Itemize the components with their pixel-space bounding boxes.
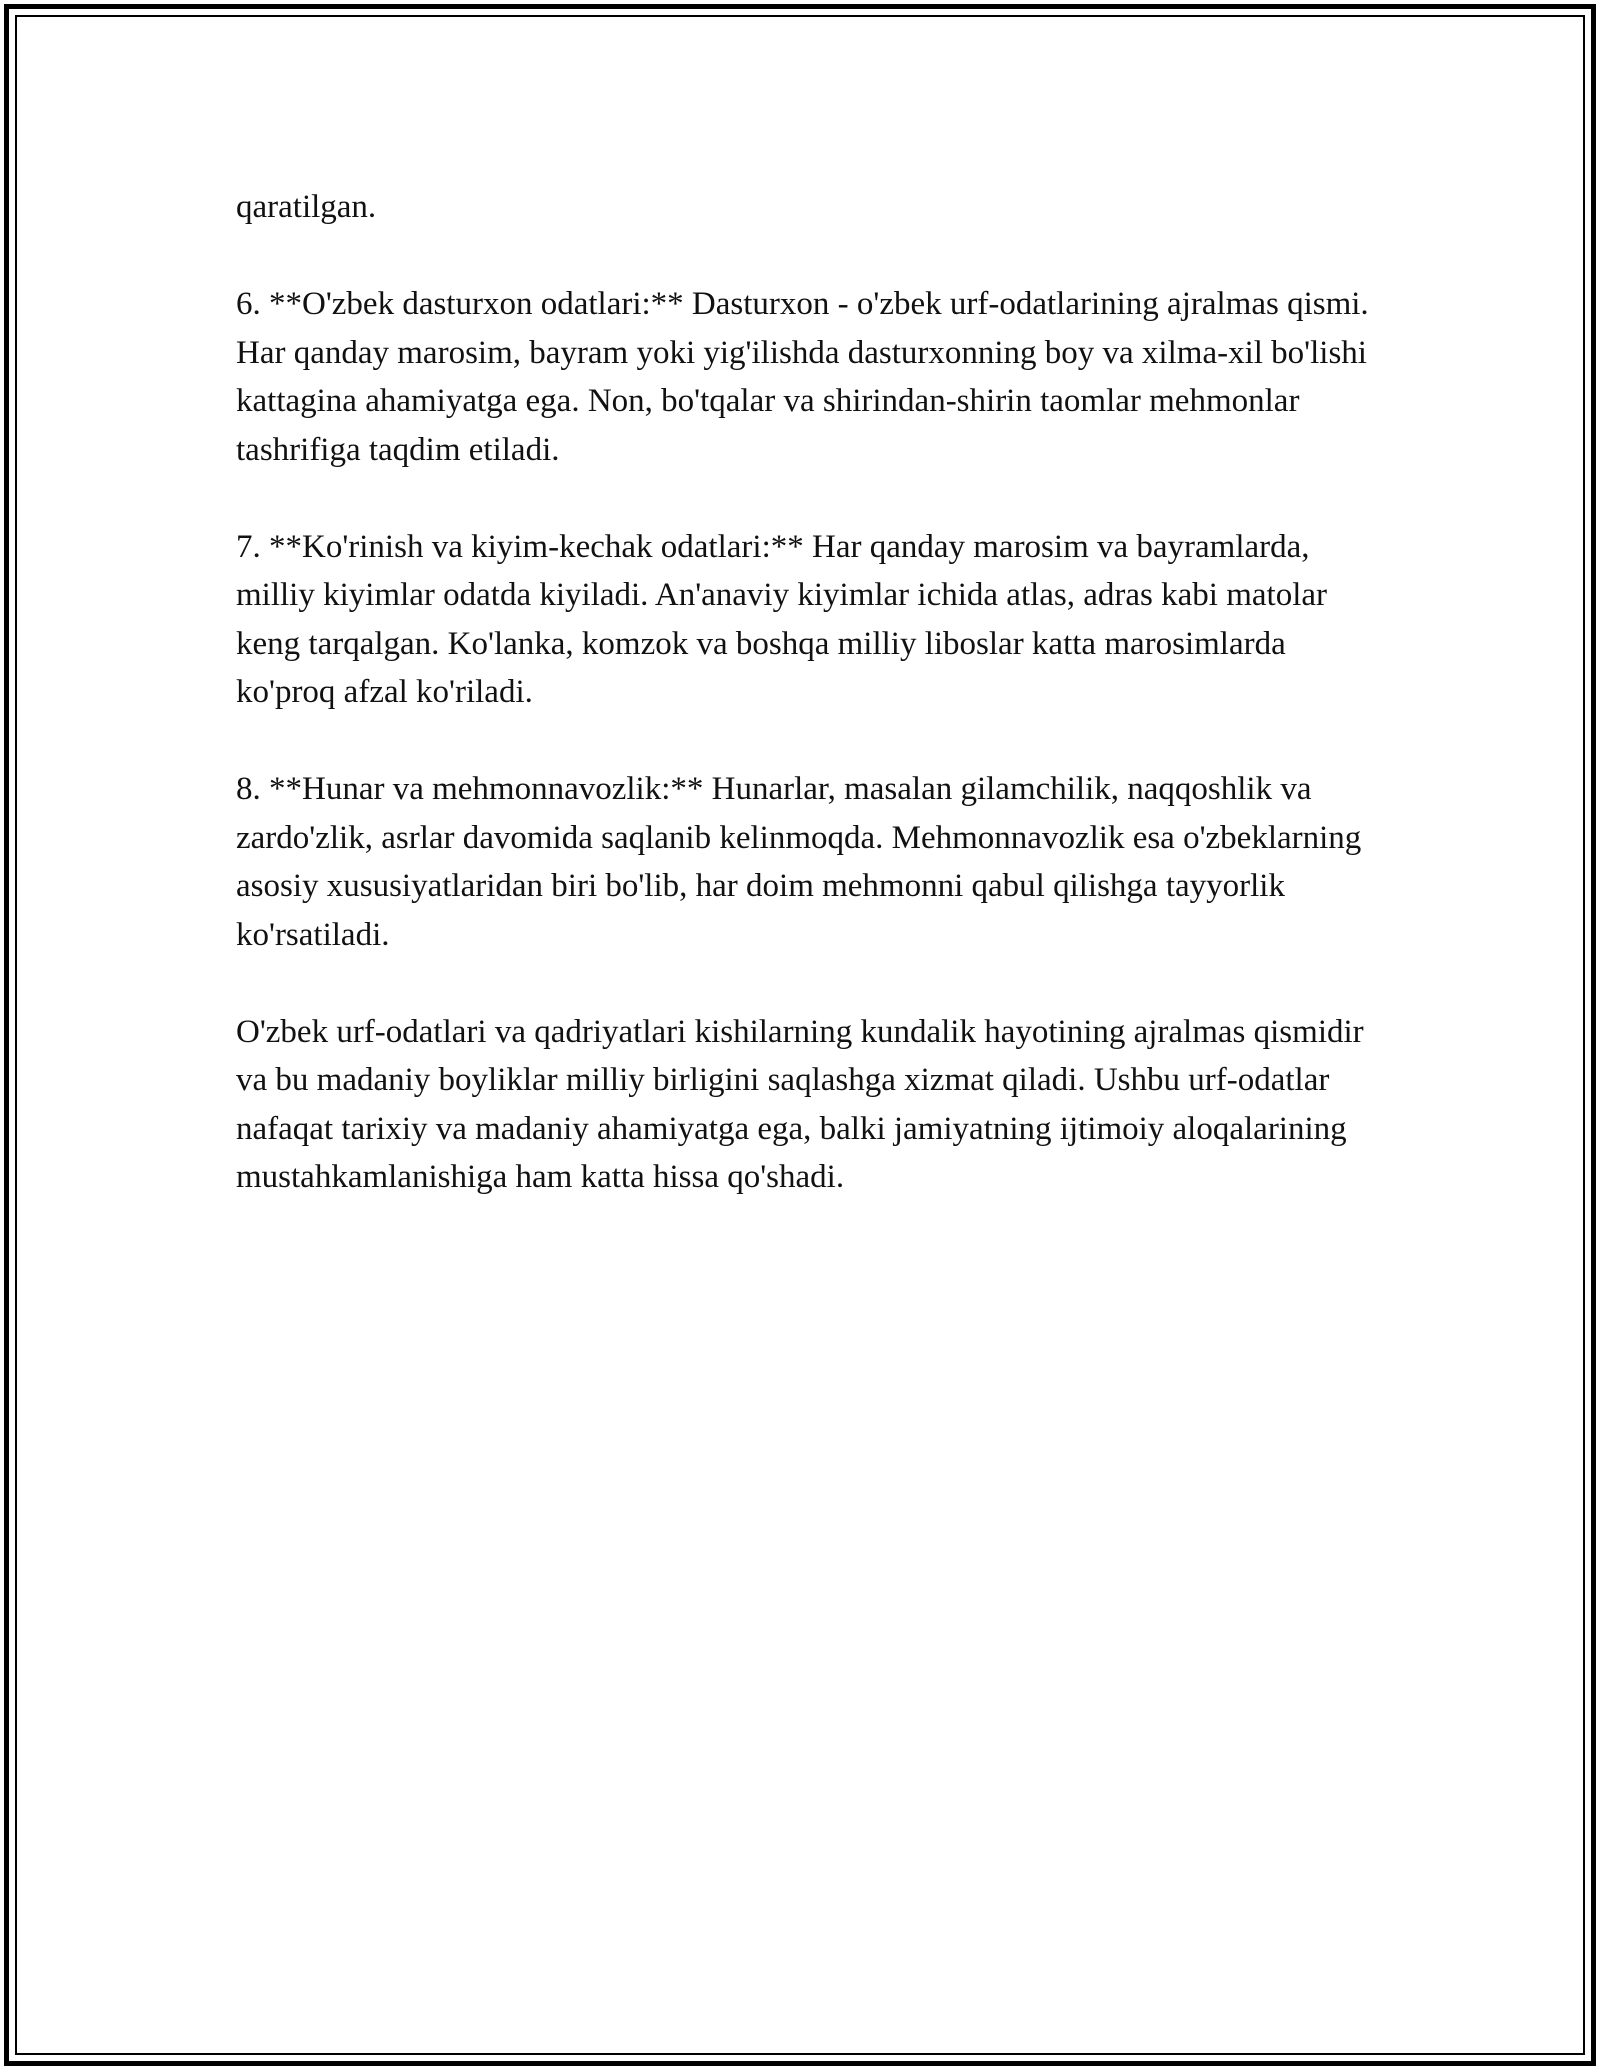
paragraph-continuation: qaratilgan. [236,189,377,225]
paragraph-conclusion: O'zbek urf-odatlari va qadriyatlari kishilarning kundalik hayotining ajralmas qismidir va bu madaniy boyliklar milliy birligini saqlashga xizmat qiladi. Ushbu urf-odatlar nafaqat tarixiy va madaniy ahamiyatga ega, balki jamiyatning ijtimoiy aloqalarining mustahkamlanishiga ham katta hissa qo'shadi. [236,1013,1364,1195]
paragraph-item-8: 8. **Hunar va mehmonnavozlik:** Hunarlar, masalan gilamchilik, naqqoshlik va zardo'zlik, asrlar davomida saqlanib kelinmoqda. Mehmonnavozlik esa o'zbeklarning asosiy xususiyatlaridan biri bo'lib, har doim mehmonni qabul qilishga tayyorlik ko'rsatiladi. [236,771,1362,953]
paragraph-item-7: 7. **Ko'rinish va kiyim-kechak odatlari:** Har qanday marosim va bayramlarda, milliy kiyimlar odatda kiyiladi. An'anaviy kiyimlar ichida atlas, adras kabi matolar keng tarqalgan. Ko'lanka, komzok va boshqa milliy liboslar katta marosimlarda ko'proq afzal ko'riladi. [236,528,1327,710]
document-body [236,183,1376,1202]
paragraph-item-6: 6. **O'zbek dasturxon odatlari:** Dasturxon - o'zbek urf-odatlarining ajralmas qismi. Har qanday marosim, bayram yoki yig'ilishda dasturxonning boy va xilma-xil bo'lishi kattagina ahamiyatga ega. Non, bo'tqalar va shirindan-shirin taomlar mehmonlar tashrifiga taqdim etiladi. [236,286,1369,468]
